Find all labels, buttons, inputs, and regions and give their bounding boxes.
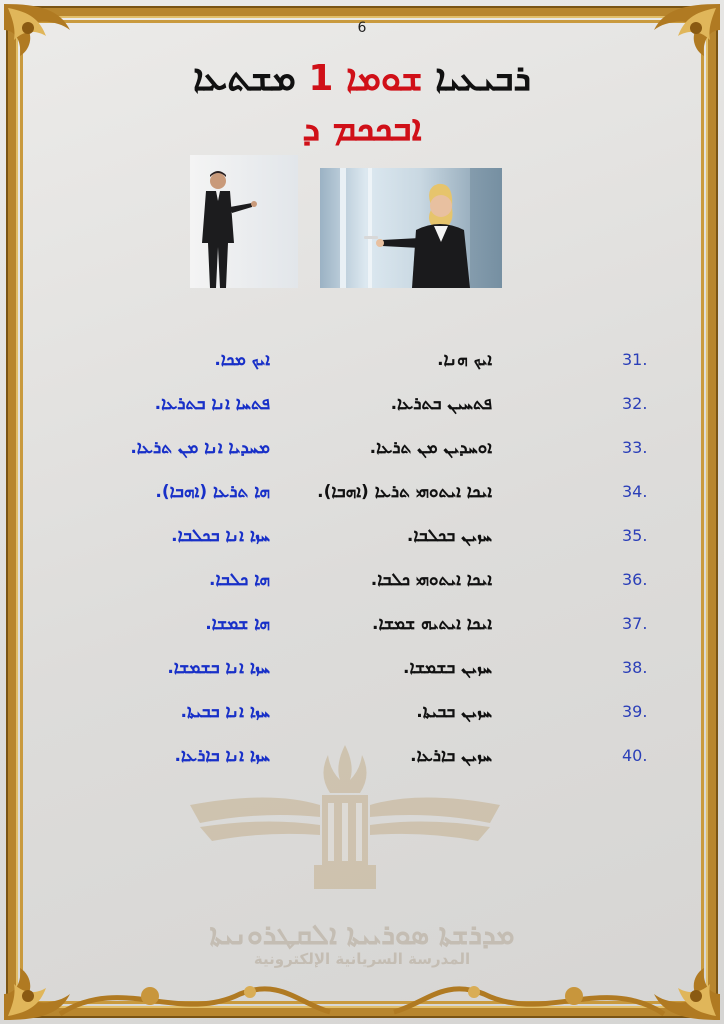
sentence: ܐܝܟܐ ܐܝܬܝܗ ܫܡܫܐ. xyxy=(372,614,492,634)
list-item xyxy=(0,697,724,727)
answer: ܡܚܕܝܐ ܐܢܐ ܡܢ ܬܪܥܐ. xyxy=(130,438,270,458)
item-number: 37. xyxy=(622,614,648,633)
title-part: ܡܫܬܥܐ xyxy=(193,58,296,99)
list-item xyxy=(0,433,724,463)
answer: ܚܙܐ ܐܢܐ ܒܐܪܥܐ. xyxy=(174,746,270,766)
title-part: ܪܒܝܥܝܐ xyxy=(435,58,531,99)
list-item xyxy=(0,521,724,551)
answer: ܗܐ ܟܠܒܐ. xyxy=(209,570,270,590)
woman-opening-door-photo xyxy=(320,168,502,288)
lesson-subtitle: ܐܒܟܟܡ ܕ xyxy=(302,108,422,149)
item-number: 36. xyxy=(622,570,648,589)
list-item xyxy=(0,477,724,507)
answer: ܗܐ ܫܡܫܐ. xyxy=(205,614,270,634)
page-number: 6 xyxy=(357,20,367,36)
sentence: ܐܝܟ ܗܢܐ. xyxy=(437,350,492,370)
item-number: 39. xyxy=(622,702,648,721)
sentence: ܚܙܝܢ ܒܟܠܒܐ. xyxy=(406,526,492,546)
item-number: 32. xyxy=(622,394,648,413)
sentence: ܚܙܝܢ ܒܐܪܥܐ. xyxy=(410,746,492,766)
item-number: 33. xyxy=(622,438,648,457)
item-number: 40. xyxy=(622,746,648,765)
answer: ܗܐ ܬܪܥܐ (ܐܗܒܐ). xyxy=(155,482,270,502)
answer: ܐܝܟ ܡܟܐ. xyxy=(214,350,270,370)
list-item xyxy=(0,345,724,375)
answer: ܚܙܐ ܐܢܐ ܒܟܠܒܐ. xyxy=(171,526,270,546)
school-name-arabic: المدرسة السريانية الإلكترونية xyxy=(253,950,471,968)
answer: ܚܙܐ ܐܢܐ ܒܒܝܬܐ. xyxy=(180,702,270,722)
sentence: ܚܙܝܢ ܒܒܝܬܐ. xyxy=(416,702,492,722)
man-pointing-photo xyxy=(190,155,298,288)
title-part: ܫܘܡܐ 1 xyxy=(308,58,423,99)
sentence: ܚܙܝܢ ܒܫܡܫܐ. xyxy=(403,658,492,678)
list-item xyxy=(0,565,724,595)
list-item xyxy=(0,653,724,683)
item-number: 35. xyxy=(622,526,648,545)
lesson-title xyxy=(0,58,724,100)
sentence: ܐܝܟܐ ܐܝܬܘܗܝ ܟܠܒܐ. xyxy=(370,570,492,590)
list-item xyxy=(0,609,724,639)
school-name-syriac: ܡܕܪܫܬܐ ܣܘܪܝܝܬܐ ܐܠܩܛܪܘܢܝܬܐ xyxy=(209,918,515,951)
answer: ܦܬܚܐ ܐܢܐ ܒܬܪܥܐ. xyxy=(154,394,270,414)
sentence: ܐܝܟܐ ܐܝܬܘܗܝ ܬܪܥܐ (ܐܗܒܐ). xyxy=(317,482,492,502)
eagle-emblem-icon xyxy=(190,735,500,905)
item-number: 38. xyxy=(622,658,648,677)
answer: ܚܙܐ ܐܢܐ ܒܫܡܫܐ. xyxy=(167,658,270,678)
list-item xyxy=(0,389,724,419)
sentence: ܦܬܚܝܢ ܒܬܪܥܐ. xyxy=(390,394,492,414)
item-number: 31. xyxy=(622,350,648,369)
sentence: ܐܘܚܕܝܢ ܡܢ ܬܪܥܐ. xyxy=(369,438,492,458)
item-number: 34. xyxy=(622,482,648,501)
